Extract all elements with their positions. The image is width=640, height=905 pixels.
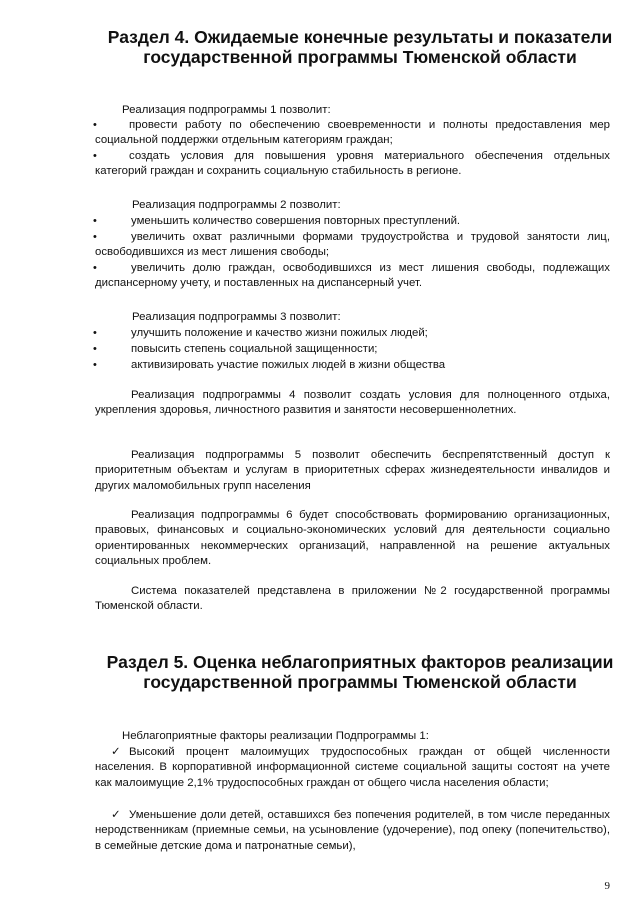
bullet-icon: • — [93, 343, 97, 355]
list-item: • уменьшить количество совершения повторных преступлений. — [95, 214, 610, 229]
bullet-icon: • — [93, 150, 97, 162]
list-item: • увеличить охват различными формами трудоустройства и трудовой занятости лиц, освободившихся из мест лишения свободы; — [93, 231, 610, 259]
sub1-factors-intro: Неблагоприятные факторы реализации Подпрограммы 1: — [122, 730, 429, 742]
list-item: • активизировать участие пожилых людей в жизни общества — [95, 358, 610, 373]
bullet-icon: • — [93, 231, 97, 243]
paragraph-sub5: Реализация подпрограммы 5 позволит обеспечить беспрепятственный доступ к приоритетным объектам и услугам в приоритетных сферах жизнедеятельности инвалидов и других маломобильных групп населения — [95, 449, 610, 492]
bullet-icon: • — [93, 262, 97, 274]
section-4-title: Раздел 4. Ожидаемые конечные результаты и показатели государственной программы Тюменской области — [107, 27, 613, 67]
list-item: ✓ Уменьшение доли детей, оставшихся без попечения родителей, в том числе переданных неродственникам (приемные семьи, на усыновление (удочерение), под опеку (попечительство), в семейные детские дома и патронатные семьи), — [95, 809, 610, 852]
bullet-icon: • — [93, 119, 97, 131]
checkmark-icon: ✓ — [111, 809, 121, 821]
paragraph-sub4: Реализация подпрограммы 4 позволит создать условия для полноценного отдыха, укрепления здоровья, личностного развития и занятости несовершеннолетних. — [95, 389, 610, 417]
list-item: • провести работу по обеспечению своевременности и полноты предоставления мер социальной поддержки отдельным категориям граждан; — [93, 119, 610, 147]
paragraph-indicators: Система показателей представлена в приложении №2 государственной программы Тюменской области. — [95, 585, 610, 613]
bullet-icon: • — [93, 359, 97, 371]
section-5-title: Раздел 5. Оценка неблагоприятных факторов реализации государственной программы Тюменской области — [106, 652, 614, 692]
sub2-intro: Реализация подпрограммы 2 позволит: — [132, 199, 341, 211]
list-item: • создать условия для повышения уровня материального обеспечения отдельных категорий граждан и сохранить социальную стабильность в регионе. — [93, 150, 610, 178]
page-number: 9 — [604, 880, 610, 892]
list-item: • повысить степень социальной защищенности; — [95, 342, 610, 357]
list-item: • увеличить долю граждан, освободившихся из мест лишения свободы, подлежащих диспансерному учету, и поставленных на диспансерный учет. — [93, 262, 610, 290]
paragraph-sub6: Реализация подпрограммы 6 будет способствовать формированию организационных, правовых, финансовых и социально-экономических условий для деятельности социально ориентированных некоммерческих организаций, направленной на решение актуальных социальных проблем. — [95, 509, 610, 568]
list-item: • улучшить положение и качество жизни пожилых людей; — [95, 326, 610, 341]
sub3-intro: Реализация подпрограммы 3 позволит: — [132, 311, 341, 323]
list-item: ✓ Высокий процент малоимущих трудоспособных граждан от общей численности населения. В корпоративной информационной системе социальной защиты состоят на учете как малоимущие 2,1% трудоспособных граждан от общего числа населения области; — [95, 746, 610, 789]
bullet-icon: • — [93, 327, 97, 339]
sub1-intro: Реализация подпрограммы 1 позволит: — [122, 104, 331, 116]
bullet-icon: • — [93, 215, 97, 227]
checkmark-icon: ✓ — [111, 746, 121, 758]
